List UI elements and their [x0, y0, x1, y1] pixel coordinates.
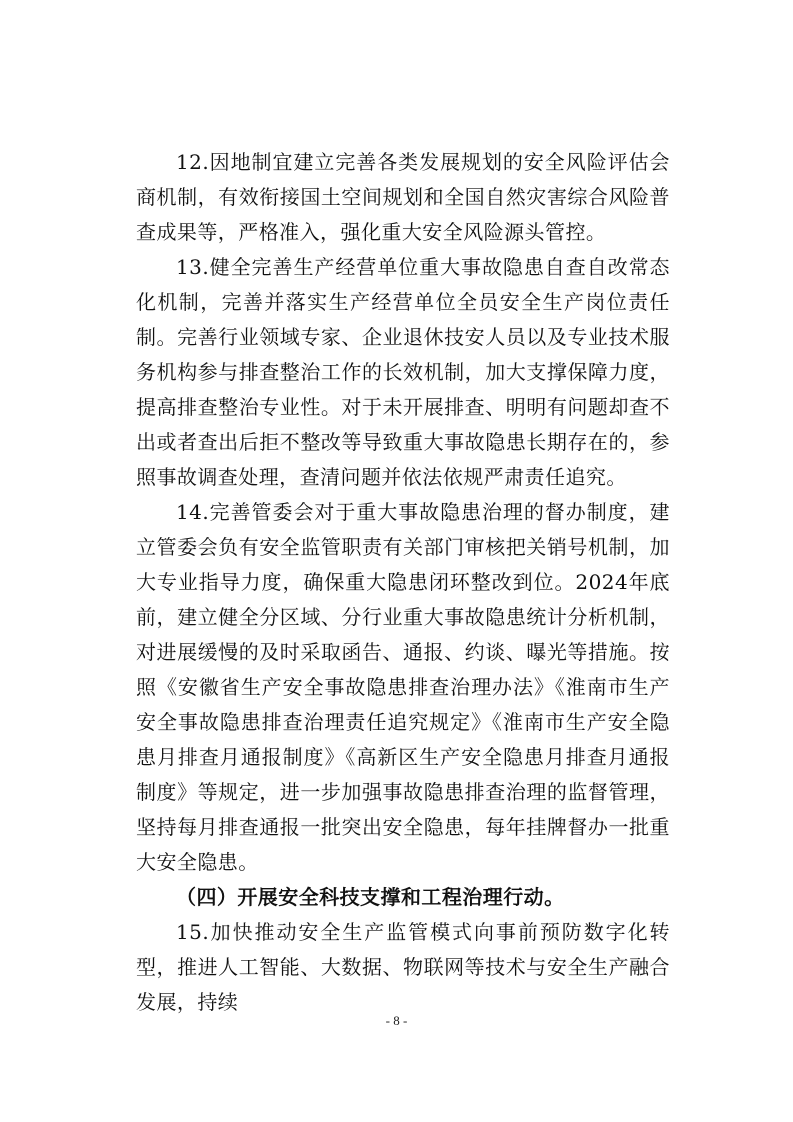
paragraph-12: 12.因地制宜建立完善各类发展规划的安全风险评估会商机制，有效衔接国土空间规划和全国自然灾害综合风险普查成果等，严格准入，强化重大安全风险源头管控。: [136, 150, 670, 244]
document-body: [136, 145, 670, 1020]
paragraph-14: 14.完善管委会对于重大事故隐患治理的督办制度，建立管委会负有安全监管职责有关部门审核把关销号机制，加大专业指导力度，确保重大隐患闭环整改到位。2024年底前，建立健全分区域、分行业重大事故隐患统计分析机制，对进展缓慢的及时采取函告、通报、约谈、曝光等措施。按照《安徽省生产安全事故隐患排查治理办法》《淮南市生产安全事故隐患排查治理责任追究规定》《淮南市生产安全隐患月排查月通报制度》《高新区生产安全隐患月排查月通报制度》等规定，进一步加强事故隐患排查治理的监督管理，坚持每月排查通报一批突出安全隐患，每年挂牌督办一批重大安全隐患。: [136, 500, 670, 874]
section-heading-4: （四）开展安全科技支撑和工程治理行动。: [176, 885, 565, 909]
paragraph-15: 15.加快推动安全生产监管模式向事前预防数字化转型，推进人工智能、大数据、物联网等技术与安全生产融合发展，持续: [136, 920, 670, 1014]
page-number: - 8 -: [385, 1013, 408, 1028]
paragraph-13: 13.健全完善生产经营单位重大事故隐患自查自改常态化机制，完善并落实生产经营单位全员安全生产岗位责任制。完善行业领域专家、企业退休技安人员以及专业技术服务机构参与排查整治工作的长效机制，加大支撑保障力度，提高排查整治专业性。对于未开展排查、明明有问题却查不出或者查出后拒不整改等导致重大事故隐患长期存在的，参照事故调查处理，查清问题并依法依规严肃责任追究。: [136, 255, 670, 489]
